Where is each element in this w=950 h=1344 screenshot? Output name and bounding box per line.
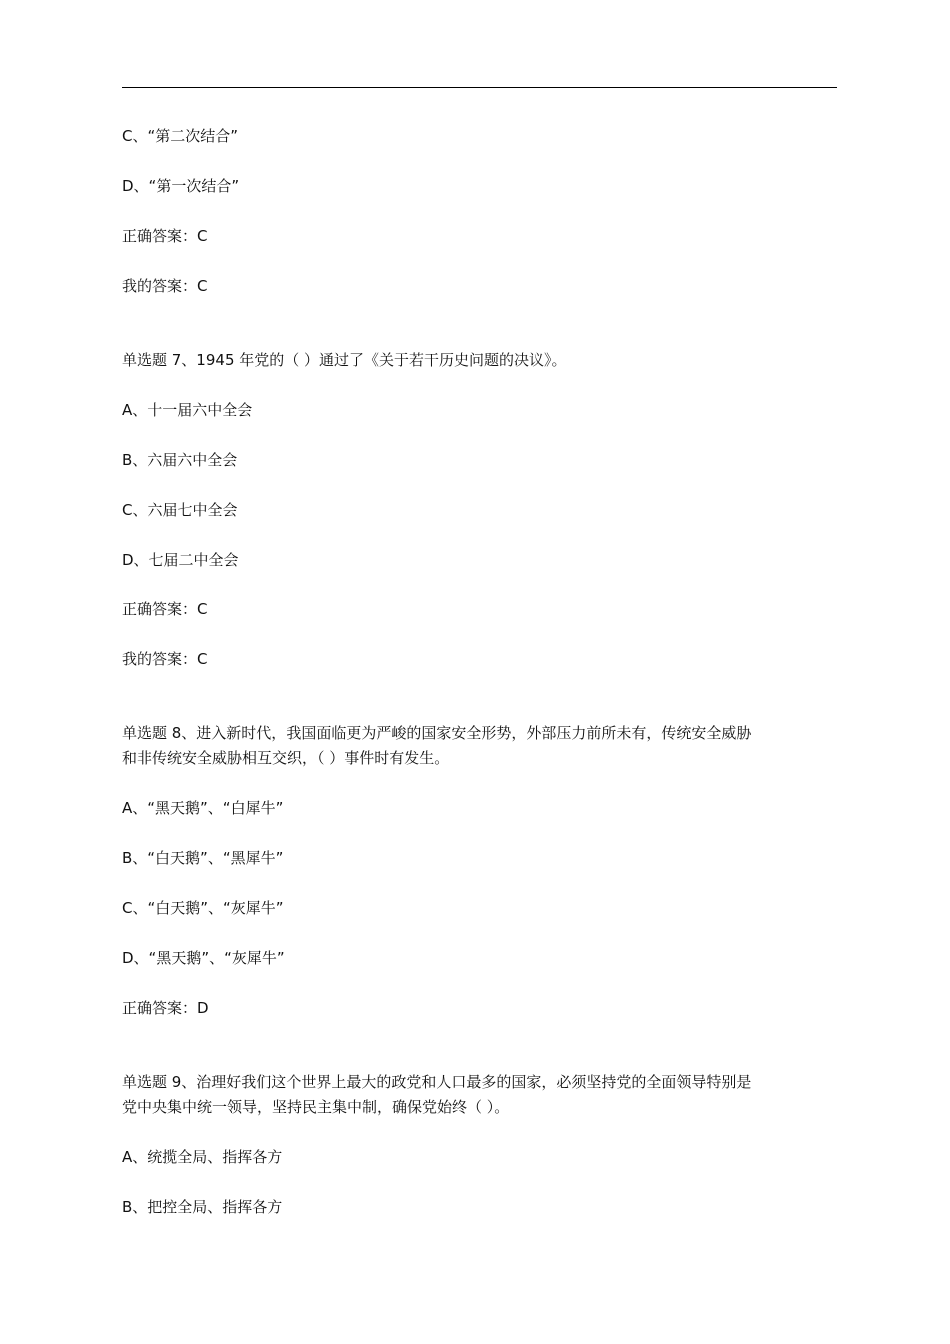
question-7-option-a: A、十一届六中全会 (122, 401, 253, 419)
question-8-option-a: A、“黑天鹅”、“白犀牛” (122, 799, 284, 817)
option-c-prev: C、“第二次结合” (122, 127, 239, 145)
question-8-option-c: C、“白天鹅”、“灰犀牛” (122, 899, 284, 917)
question-7-my-answer: 我的答案：C (122, 650, 208, 668)
question-9-option-b: B、把控全局、指挥各方 (122, 1198, 283, 1216)
option-d-prev: D、“第一次结合” (122, 177, 240, 195)
question-9-option-a: A、统揽全局、指挥各方 (122, 1148, 283, 1166)
question-7-option-c: C、六届七中全会 (122, 501, 238, 519)
header-rule (122, 87, 837, 88)
question-9-text-line-1: 单选题 9、治理好我们这个世界上最大的政党和人口最多的国家，必须坚持党的全面领导特别是 (122, 1073, 752, 1091)
question-7-correct-answer: 正确答案：C (122, 600, 208, 618)
question-7-option-d: D、七届二中全会 (122, 551, 239, 569)
question-7-option-b: B、六届六中全会 (122, 451, 238, 469)
question-9-text-line-2: 党中央集中统一领导，坚持民主集中制，确保党始终（ ）。 (122, 1098, 510, 1116)
question-8-option-d: D、“黑天鹅”、“灰犀牛” (122, 949, 285, 967)
my-answer-prev: 我的答案：C (122, 277, 208, 295)
question-8-correct-answer: 正确答案：D (122, 999, 209, 1017)
question-8-text-line-2: 和非传统安全威胁相互交织，（ ）事件时有发生。 (122, 749, 450, 767)
question-8-text-line-1: 单选题 8、进入新时代，我国面临更为严峻的国家安全形势，外部压力前所未有，传统安全威胁 (122, 724, 752, 742)
question-8-option-b: B、“白天鹅”、“黑犀牛” (122, 849, 284, 867)
correct-answer-prev: 正确答案：C (122, 227, 208, 245)
question-7-text: 单选题 7、1945 年党的（ ）通过了《关于若干历史问题的决议》。 (122, 351, 567, 369)
